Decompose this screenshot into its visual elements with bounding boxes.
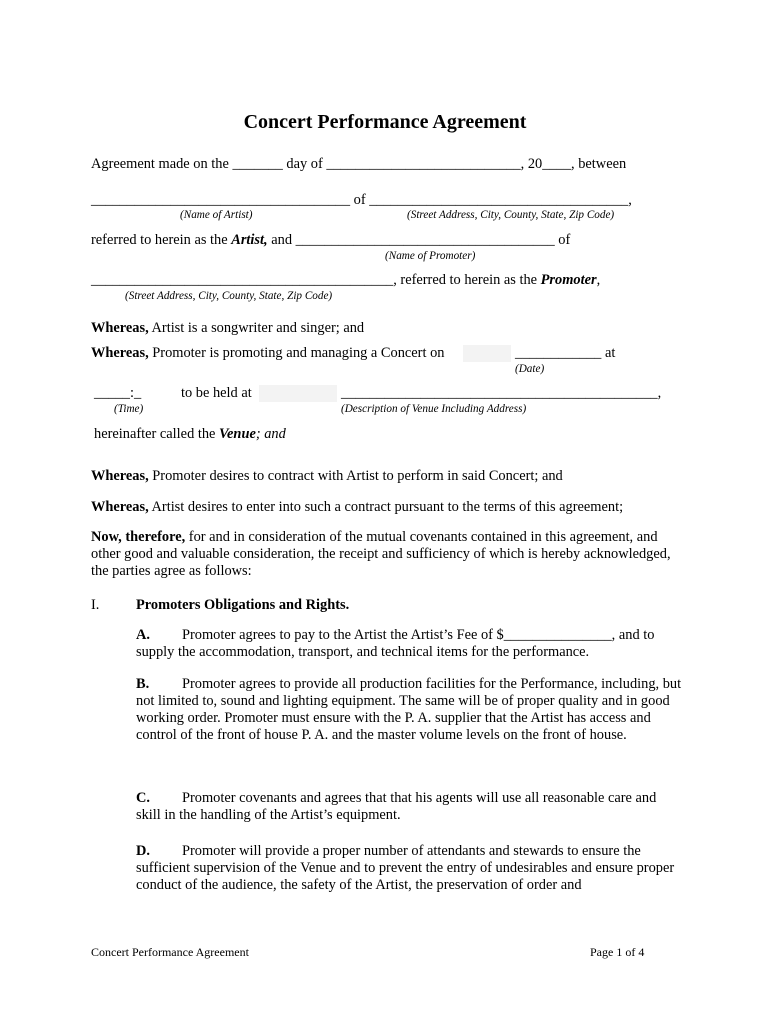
item-d-text: Promoter will provide a proper number of attendants and stewards to ensure the sufficient supervision of the Venue and to prevent the entry of undesirables and ensure proper conduct of the audience, the safety of the Artist, the preservation of order and <box>136 843 675 893</box>
referred-artist-line[interactable] <box>91 232 570 249</box>
promoter-name-blank[interactable]: and ____________________________________ of <box>267 232 571 248</box>
whereas-4 <box>91 499 623 516</box>
concert-date-field[interactable] <box>463 345 511 362</box>
item-a <box>136 627 684 661</box>
whereas-4-text: Artist desires to enter into such a contract pursuant to the terms of this agreement; <box>148 499 624 515</box>
whereas-3 <box>91 468 563 485</box>
whereas-1 <box>91 320 364 337</box>
now-therefore-paragraph <box>91 529 681 580</box>
footer-page-number: Page 1 of 4 <box>590 945 645 959</box>
caption-date: (Date) <box>515 363 545 375</box>
whereas-label: Whereas, <box>91 320 149 336</box>
document-title: Concert Performance Agreement <box>243 111 527 133</box>
caption-time: (Time) <box>114 403 144 415</box>
item-a-label: A. <box>136 627 150 643</box>
promoter-address-blank[interactable]: __________________________________________, referred to herein as the <box>91 272 541 288</box>
item-c-label: C. <box>136 790 150 806</box>
section-title-text: Promoters Obligations and Rights. <box>136 597 350 613</box>
caption-venue: (Description of Venue Including Address) <box>341 403 527 415</box>
artist-line[interactable]: ____________________________________ of ____________________________________, <box>91 192 632 208</box>
whereas-2 <box>91 345 444 362</box>
item-c-text: Promoter covenants and agrees that that his agents will use all reasonable care and skill in the handling of the Artist’s equipment. <box>136 790 657 823</box>
item-b-label: B. <box>136 676 150 692</box>
whereas-2-text: Promoter is promoting and managing a Concert on <box>148 345 445 361</box>
item-a-text: Promoter agrees to pay to the Artist the Artist’s Fee of $_______________, and to supply the accommodation, transport, and technical items for the performance. <box>136 627 655 660</box>
caption-artist-name: (Name of Artist) <box>180 209 253 221</box>
now-therefore-text: for and in consideration of the mutual covenants contained in this agreement, and other good and valuable consideration, the receipt and sufficiency of which is hereby acknowledged, the parties agree as follows: <box>91 529 671 579</box>
section-title <box>136 597 349 614</box>
promoter-term: Promoter <box>540 272 597 288</box>
time-blank[interactable]: _____:_ <box>94 385 142 401</box>
referred-prefix: referred to herein as the <box>91 232 232 248</box>
footer-document-name: Concert Performance Agreement <box>91 945 249 959</box>
date-blank[interactable]: ____________ at <box>515 345 616 361</box>
caption-promoter-name: (Name of Promoter) <box>385 250 476 262</box>
whereas-1-text: Artist is a songwriter and singer; and <box>148 320 365 336</box>
caption-promoter-address: (Street Address, City, County, State, Zip Code) <box>125 290 333 302</box>
artist-term: Artist, <box>231 232 268 248</box>
section-number: I. <box>91 597 100 613</box>
caption-artist-address: (Street Address, City, County, State, Zip Code) <box>407 209 615 221</box>
item-c <box>136 790 684 824</box>
agreement-date-line[interactable]: Agreement made on the _______ day of ___________________________, 20____, between <box>91 156 627 172</box>
whereas-3-text: Promoter desires to contract with Artist to perform in said Concert; and <box>148 468 563 484</box>
whereas-label: Whereas, <box>91 468 149 484</box>
hereinafter-line <box>94 426 286 443</box>
held-at-label: to be held at <box>181 385 252 401</box>
item-b-text: Promoter agrees to provide all production facilities for the Performance, including, but not limited to, sound and lighting equipment. The same will be of proper quality and in good working order. Promoter must ensure with the P. A. supplier that the Artist has access and control of the front of house P. A. and the master volume levels on the front of house. <box>136 676 682 743</box>
now-therefore-label: Now, therefore, <box>91 529 186 545</box>
item-d-label: D. <box>136 843 150 859</box>
venue-field[interactable] <box>259 385 337 402</box>
promoter-line-suffix: , <box>596 272 601 288</box>
item-d <box>136 843 684 894</box>
promoter-address-line[interactable] <box>91 272 600 289</box>
hereinafter-prefix: hereinafter called the <box>94 426 220 442</box>
whereas-label: Whereas, <box>91 499 149 515</box>
venue-blank[interactable]: ____________________________________________, <box>341 385 662 401</box>
hereinafter-suffix: ; and <box>255 426 286 442</box>
item-b <box>136 676 684 744</box>
venue-term: Venue <box>219 426 256 442</box>
whereas-label: Whereas, <box>91 345 149 361</box>
